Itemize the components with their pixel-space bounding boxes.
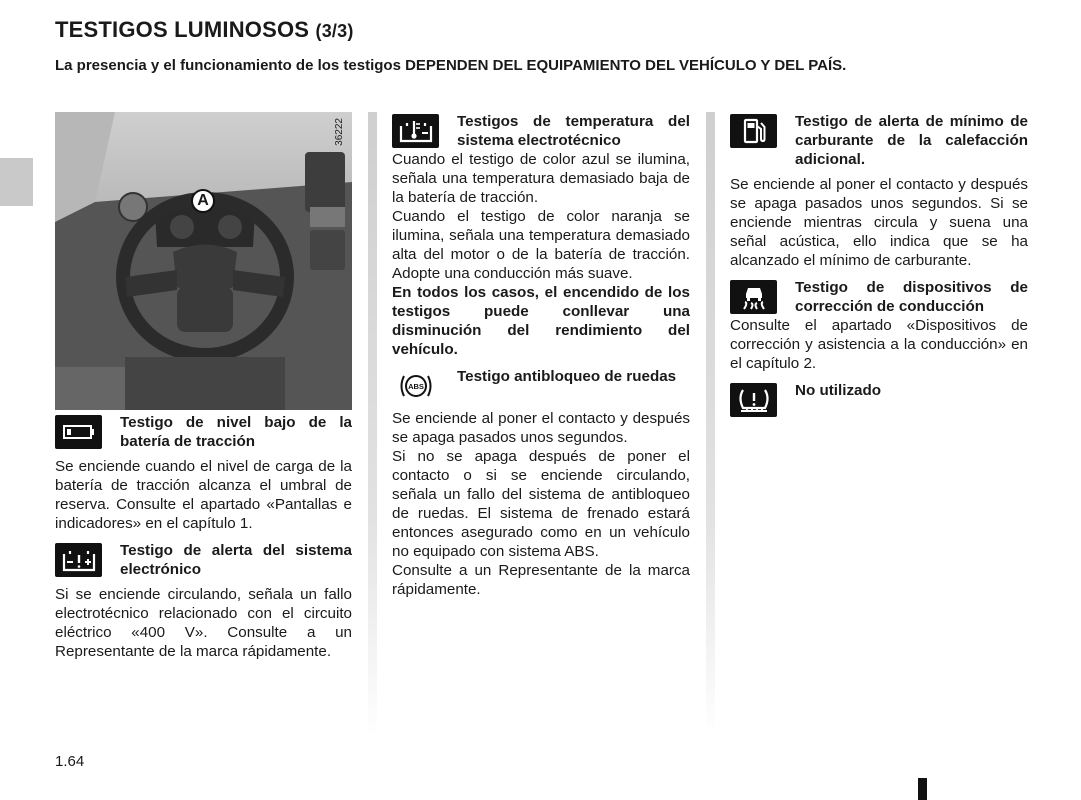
column-1 — [55, 112, 352, 661]
page-title-suffix: (3/3) — [315, 21, 354, 41]
chapter-tab — [0, 158, 33, 206]
dashboard-illustration — [55, 112, 352, 410]
abs-title: Testigo antibloqueo de ruedas — [457, 368, 677, 385]
column-3 — [730, 112, 1028, 417]
dashboard-photo — [55, 112, 352, 410]
tire-pressure-icon — [730, 383, 777, 417]
callout-a: A — [191, 189, 215, 213]
warning-tpms — [730, 381, 1028, 417]
fuel-heater-title: Testigo de alerta de mínimo de carburante de la calefacción adicional. — [795, 113, 1028, 168]
temperature-text-bold: En todos los casos, el encendido de los testigos puede conllevar una disminución del rendimiento del vehículo. — [392, 284, 690, 358]
warning-fuel-heater — [730, 112, 1028, 169]
column-2 — [392, 112, 690, 599]
page-subtitle: La presencia y el funcionamiento de los testigos DEPENDEN DEL EQUIPAMIENTO DEL VEHÍCULO Y DEL PAÍS. — [55, 57, 847, 74]
column-divider-2 — [706, 112, 715, 737]
warning-temperature — [392, 112, 690, 150]
electronic-system-alert-icon — [55, 543, 102, 577]
battery-low-title: Testigo de nivel bajo de la batería de tracción — [120, 414, 352, 450]
esc-text: Consulte el apartado «Dispositivos de corrección y asistencia a la conducción» en el capítulo 2. — [730, 317, 1028, 372]
figure-reference: 36222 — [334, 118, 345, 146]
warning-esc — [730, 278, 1028, 316]
skidding-car-icon — [730, 280, 777, 314]
battery-low-text: Se enciende cuando el nivel de carga de la batería de tracción alcanza el umbral de reserva. Consulte el apartado «Pantallas e indicadores» en el capítulo 1. — [55, 458, 352, 532]
electrotechnical-temperature-icon — [392, 114, 439, 148]
warning-abs — [392, 367, 690, 403]
column-divider-1 — [368, 112, 377, 737]
temperature-text-2: Cuando el testigo de color naranja se ilumina, señala una temperatura demasiado alta del motor o de la batería de tracción. Adopte una conducción más suave. — [392, 208, 690, 282]
fuel-pump-icon — [730, 114, 777, 148]
esc-title: Testigo de dispositivos de corrección de conducción — [795, 279, 1028, 315]
traction-battery-low-icon — [55, 415, 102, 449]
warning-electronic-system — [55, 541, 352, 579]
abs-text-2: Si no se apaga después de poner el contacto o si se enciende circulando, señala un fallo del sistema de antibloqueo de ruedas. El sistema de frenado estará entonces asegurado como en un vehículo no equipado con sistema ABS. — [392, 448, 690, 560]
page-title — [55, 17, 354, 43]
tpms-title: No utilizado — [795, 382, 882, 399]
page-number: 1.64 — [55, 753, 85, 770]
corner-mark — [918, 778, 927, 800]
electronic-system-text: Si se enciende circulando, señala un fallo electrotécnico relacionado con el circuito eléctrico «400 V». Consulte a un Representante de la marca rápidamente. — [55, 586, 352, 660]
abs-text-1: Se enciende al poner el contacto y después se apaga pasados unos segundos. — [392, 410, 690, 446]
abs-icon-label: ABS — [407, 382, 424, 391]
electronic-system-title: Testigo de alerta del sistema electrónico — [120, 542, 352, 578]
abs-text-3: Consulte a un Representante de la marca rápidamente. — [392, 562, 690, 598]
page-title-text: TESTIGOS LUMINOSOS — [55, 17, 310, 42]
temperature-title: Testigos de temperatura del sistema electrotécnico — [457, 113, 690, 149]
abs-icon — [392, 369, 439, 403]
temperature-text-1: Cuando el testigo de color azul se ilumina, señala una temperatura demasiado baja de la batería de tracción. — [392, 151, 690, 206]
warning-battery-low — [55, 413, 352, 451]
fuel-heater-text: Se enciende al poner el contacto y después se apaga pasados unos segundos. Si se enciende mientras circula y suena una señal acústica, ello indica que se ha alcanzado el mínimo de carburante. — [730, 176, 1028, 269]
